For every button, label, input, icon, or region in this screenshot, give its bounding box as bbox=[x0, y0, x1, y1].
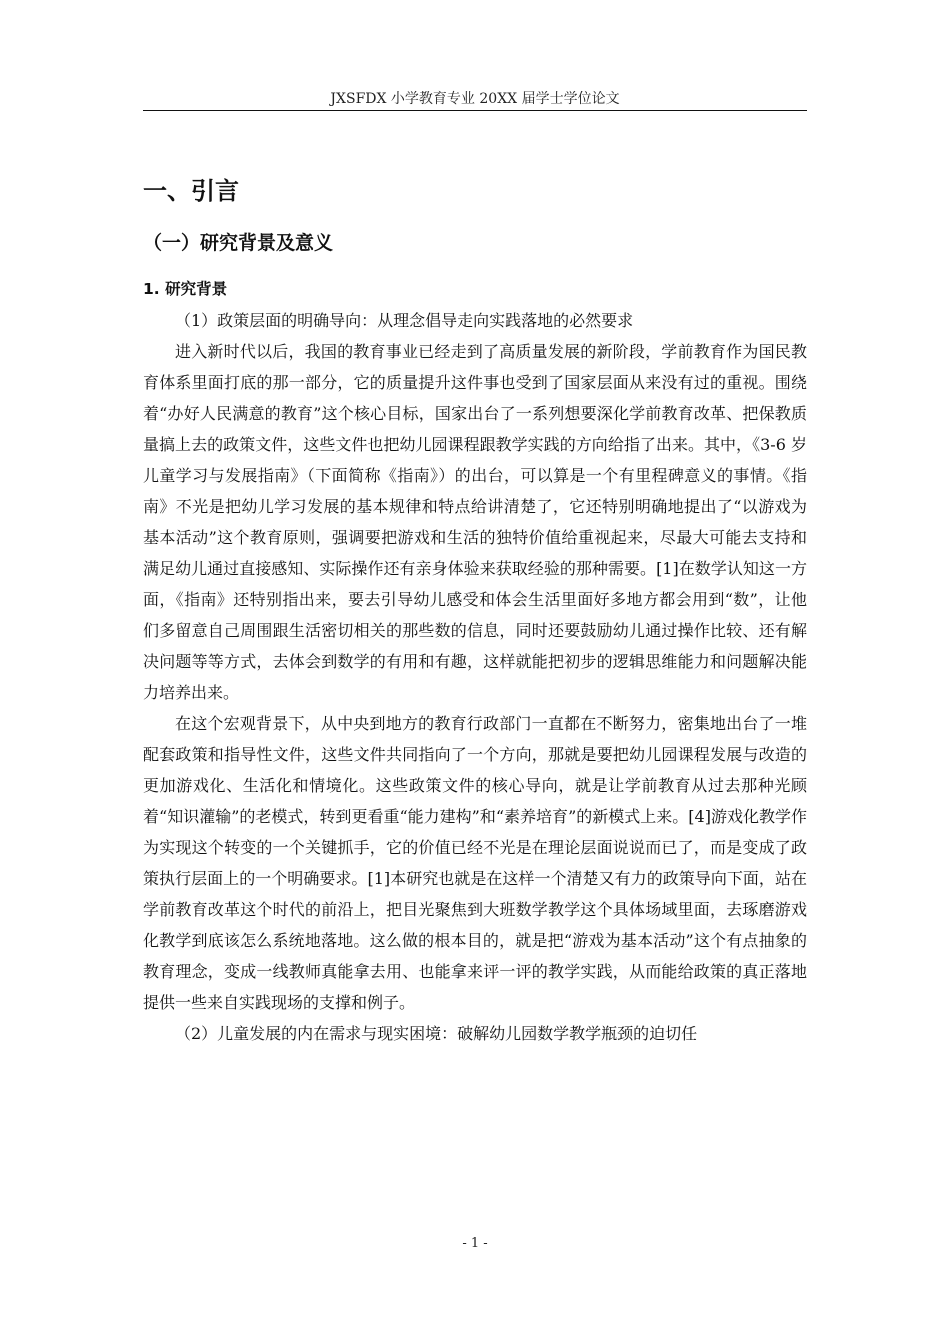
section-heading: （一）研究背景及意义 bbox=[143, 232, 334, 254]
chapter-heading: 一、引言 bbox=[143, 177, 239, 205]
paragraph-policy-body-1: 进入新时代以后，我国的教育事业已经走到了高质量发展的新阶段，学前教育作为国民教育体系里面打底的那一部分，它的质量提升这件事也受到了国家层面从来没有过的重视。围绕着“办好人民满意的教育”这个核心目标，国家出台了一系列想要深化学前教育改革、把保教质量搞上去的政策文件，这些文件也把幼儿园课程跟教学实践的方向给指了出来。其中，《3-6 岁儿童学习与发展指南》（下面简称《指南》）的出台，可以算是一个有里程碑意义的事情。《指南》不光是把幼儿学习发展的基本规律和特点给讲清楚了，它还特别明确地提出了“以游戏为基本活动”这个教育原则，强调要把游戏和生活的独特价值给重视起来，尽最大可能去支持和满足幼儿通过直接感知、实际操作还有亲身体验来获取经验的那种需要。[1]在数学认知这一方面，《指南》还特别指出来，要去引导幼儿感受和体会生活里面好多地方都会用到“数”，让他们多留意自己周围跟生活密切相关的那些数的信息，同时还要鼓励幼儿通过操作比较、还有解决问题等等方式，去体会到数学的有用和有趣，这样就能把初步的逻辑思维能力和问题解决能力培养出来。 bbox=[143, 342, 807, 702]
subsection-heading: 1. 研究背景 bbox=[143, 280, 228, 298]
paragraph-child-development-heading: （2）儿童发展的内在需求与现实困境：破解幼儿园数学教学瓶颈的迫切任 bbox=[175, 1024, 698, 1043]
paragraph-policy-heading: （1）政策层面的明确导向：从理念倡导走向实践落地的必然要求 bbox=[175, 311, 634, 330]
page-body bbox=[143, 175, 807, 1049]
page-number: - 1 - bbox=[462, 1236, 488, 1251]
running-header: JXSFDX 小学教育专业 20XX 届学士学位论文 bbox=[330, 91, 620, 107]
header-rule bbox=[143, 110, 807, 111]
paragraph-policy-body-2: 在这个宏观背景下，从中央到地方的教育行政部门一直都在不断努力，密集地出台了一堆配套政策和指导性文件，这些文件共同指向了一个方向，那就是要把幼儿园课程发展与改造的更加游戏化、生活化和情境化。这些政策文件的核心导向，就是让学前教育从过去那种光顾着“知识灌输”的老模式，转到更看重“能力建构”和“素养培育”的新模式上来。[4]游戏化教学作为实现这个转变的一个关键抓手，它的价值已经不光是在理论层面说说而已了，而是变成了政策执行层面上的一个明确要求。[1]本研究也就是在这样一个清楚又有力的政策导向下面，站在学前教育改革这个时代的前沿上，把目光聚焦到大班数学教学这个具体场域里面，去琢磨游戏化教学到底该怎么系统地落地。这么做的根本目的，就是把“游戏为基本活动”这个有点抽象的教育理念，变成一线教师真能拿去用、也能拿来评一评的教学实践，从而能给政策的真正落地提供一些来自实践现场的支撑和例子。 bbox=[143, 714, 807, 1012]
